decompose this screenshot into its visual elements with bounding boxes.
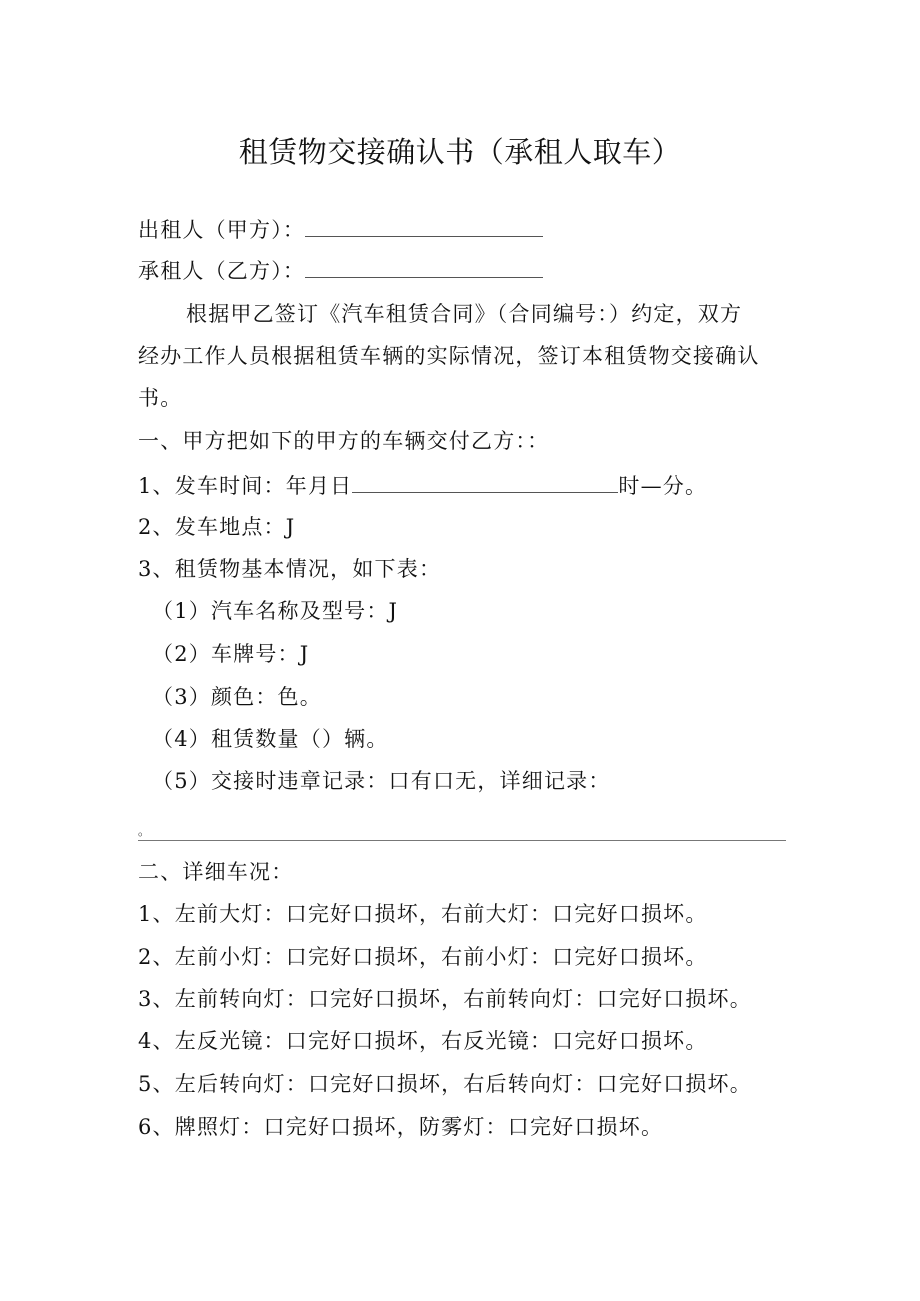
condition-item: 4、左反光镜：口完好口损坏，右反光镜：口完好口损坏。 (138, 1029, 708, 1053)
condition-item: 2、左前小灯：口完好口损坏，右前小灯：口完好口损坏。 (138, 945, 708, 969)
record-end-mark: 。 (138, 824, 151, 838)
section1-heading: 一、甲方把如下的甲方的车辆交付乙方：： (138, 429, 550, 453)
section1-item1 (138, 472, 707, 500)
lessee-label: 承租人（乙方）： (138, 259, 306, 283)
record-underline (138, 840, 786, 841)
lessee-line (138, 257, 543, 285)
condition-item: 5、左后转向灯：口完好口损坏，右后转向灯：口完好口损坏。 (138, 1072, 752, 1096)
condition-item: 1、左前大灯：口完好口损坏，右前大灯：口完好口损坏。 (138, 902, 708, 926)
section1-item3: 3、租赁物基本情况，如下表： (138, 557, 442, 581)
item1-prefix: 1、发车时间：年月日 (138, 474, 353, 498)
condition-item: 6、牌照灯：口完好口损坏，防雾灯：口完好口损坏。 (138, 1115, 664, 1139)
section2-heading: 二、详细车况： (138, 860, 294, 884)
vehicle-sub4: （4）租赁数量（）辆。 (152, 727, 389, 751)
lessor-line (138, 216, 543, 244)
intro-line-3: 书。 (138, 386, 183, 410)
document-title: 租赁物交接确认书（承租人取车） (238, 135, 682, 169)
vehicle-sub1: （1）汽车名称及型号：J (152, 599, 399, 623)
intro-line-2: 经办工作人员根据租赁车辆的实际情况，签订本租赁物交接确认 (138, 344, 760, 368)
condition-item: 3、左前转向灯：口完好口损坏，右前转向灯：口完好口损坏。 (138, 987, 752, 1011)
lessor-blank (305, 218, 543, 237)
time-blank (352, 474, 618, 493)
section1-item2: 2、发车地点：J (138, 515, 296, 539)
intro-line-1: 根据甲乙签订《汽车租赁合同》（合同编号：）约定，双方 (186, 302, 743, 326)
lessor-label: 出租人（甲方）： (138, 218, 306, 242)
vehicle-sub5: （5）交接时违章记录：口有口无，详细记录： (152, 769, 611, 793)
item1-suffix: 时—分。 (618, 474, 708, 498)
vehicle-sub2: （2）车牌号：J (152, 642, 310, 666)
lessee-blank (305, 259, 543, 278)
vehicle-sub3: （3）颜色：色。 (152, 685, 322, 709)
